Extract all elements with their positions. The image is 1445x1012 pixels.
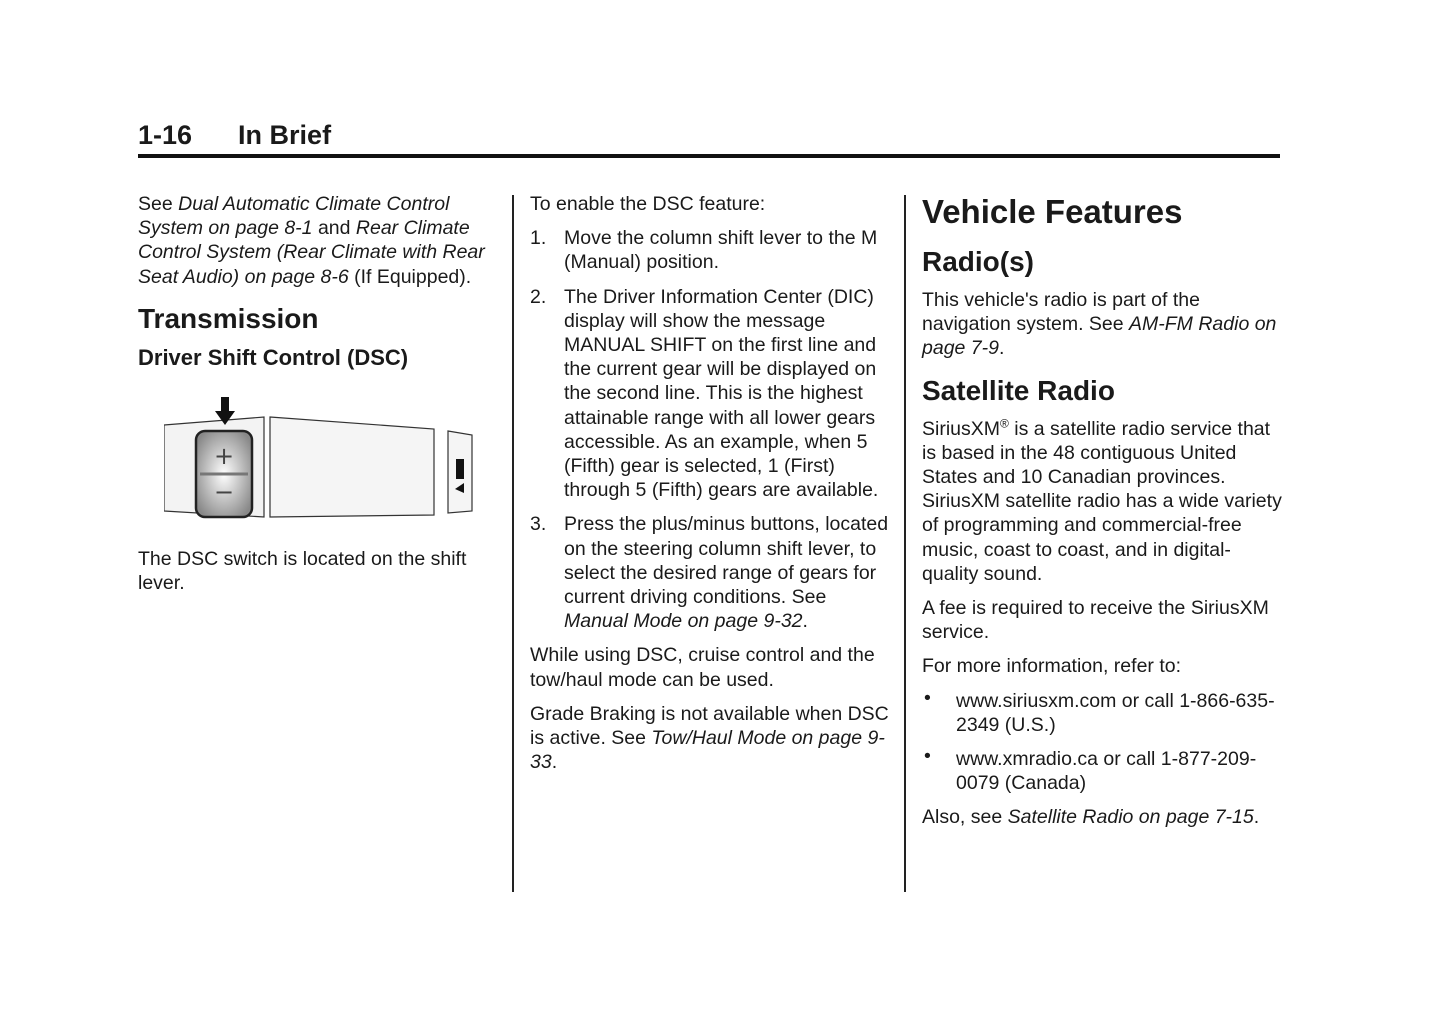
cross-reference-link[interactable]: Satellite Radio on page 7-15 xyxy=(1007,806,1254,829)
page-number: 1-16 xyxy=(138,120,193,150)
step-item xyxy=(530,512,892,633)
column-3 xyxy=(922,192,1284,840)
cross-reference-link[interactable]: Dual Automatic Climate Control System on page 8-1 xyxy=(138,193,450,240)
heading-dsc: Driver Shift Control (DSC) xyxy=(138,344,409,370)
step-item xyxy=(530,226,892,274)
bullet-icon: • xyxy=(924,686,931,709)
list-item xyxy=(922,747,1284,795)
radio-text xyxy=(922,288,1284,361)
registered-mark: ® xyxy=(1000,416,1009,431)
header-rule xyxy=(138,154,1280,158)
text: SiriusXM xyxy=(922,417,1001,440)
text: See xyxy=(138,193,179,215)
bullet-icon: • xyxy=(924,745,931,768)
text: . xyxy=(998,337,1005,360)
cross-reference-link[interactable]: AM-FM Radio on page 7-9 xyxy=(922,313,1277,360)
cross-reference-link[interactable]: Rear Climate Control System (Rear Climate with Rear Seat Audio) on page 8-6 xyxy=(138,217,485,288)
plus-button-label: + xyxy=(213,441,235,470)
step-text: Move the column shift lever to the M (Manual) position. xyxy=(564,227,878,274)
step-item xyxy=(530,285,892,503)
page-header xyxy=(138,120,331,151)
minus-button-label: − xyxy=(213,477,235,506)
heading-satellite-radio: Satellite Radio xyxy=(922,374,1115,406)
text: and xyxy=(312,217,356,240)
column-1 xyxy=(138,192,500,605)
column-2 xyxy=(530,192,892,784)
dsc-intro: To enable the DSC feature: xyxy=(530,193,766,215)
text: is a satellite radio service that is based in the 48 contiguous United States and 10 Canadian provinces. SiriusXM satellite radio has a wide variety of programming and commercial-free music, coast to coast, and in digital-quality sound. xyxy=(922,417,1282,585)
list-item xyxy=(922,686,1284,737)
text: This vehicle's radio is part of the navigation system. See xyxy=(922,289,1200,336)
cruise-note: While using DSC, cruise control and the tow/haul mode can be used. xyxy=(530,644,875,691)
column-divider xyxy=(512,195,514,892)
text: . xyxy=(551,751,558,774)
step-number: 1. xyxy=(530,227,547,250)
shift-lever-illustration xyxy=(164,393,500,529)
heading-radios: Radio(s) xyxy=(922,246,1034,277)
text: . xyxy=(1253,806,1260,829)
step-number: 2. xyxy=(530,285,547,308)
step-text: Press the plus/minus buttons, located on the steering column shift lever, to select the desired range of gears for current driving conditions. See xyxy=(564,513,889,609)
step-text: The Driver Information Center (DIC) display will show the message MANUAL SHIFT on the first line and the current gear will be displayed on the second line. This is the highest attainable range with all lower gears accessible. As an example, when 5 (Fifth) gear is selected, 1 (First) through 5 (Fifth) gears are available. xyxy=(564,285,879,502)
dsc-caption: The DSC switch is located on the shift lever. xyxy=(138,548,467,595)
cross-reference-link[interactable]: Tow/Haul Mode on page 9-33 xyxy=(530,727,885,774)
column-divider xyxy=(904,195,906,892)
contact-text: www.xmradio.ca or call 1-877-209-0079 (Canada) xyxy=(956,748,1257,795)
text: (If Equipped). xyxy=(348,265,472,288)
heading-transmission: Transmission xyxy=(138,302,319,334)
more-info-text: For more information, refer to: xyxy=(922,655,1182,678)
cross-reference-link[interactable]: Manual Mode on page 9-32 xyxy=(564,610,803,633)
fee-text: A fee is required to receive the SiriusXM service. xyxy=(922,597,1269,644)
climate-reference xyxy=(138,192,500,289)
contact-list xyxy=(922,686,1284,796)
text: Also, see xyxy=(922,806,1008,829)
section-title: In Brief xyxy=(238,120,332,150)
dsc-steps xyxy=(530,226,892,633)
also-see-text xyxy=(922,805,1284,829)
contact-text: www.siriusxm.com or call 1-866-635-2349 (U.S.) xyxy=(956,689,1275,736)
text: Grade Braking is not available when DSC is active. See xyxy=(530,702,889,750)
grade-braking-note xyxy=(530,702,892,775)
text: . xyxy=(802,610,808,633)
heading-vehicle-features: Vehicle Features xyxy=(922,193,1183,230)
satellite-text xyxy=(922,417,1284,586)
step-number: 3. xyxy=(530,513,547,536)
